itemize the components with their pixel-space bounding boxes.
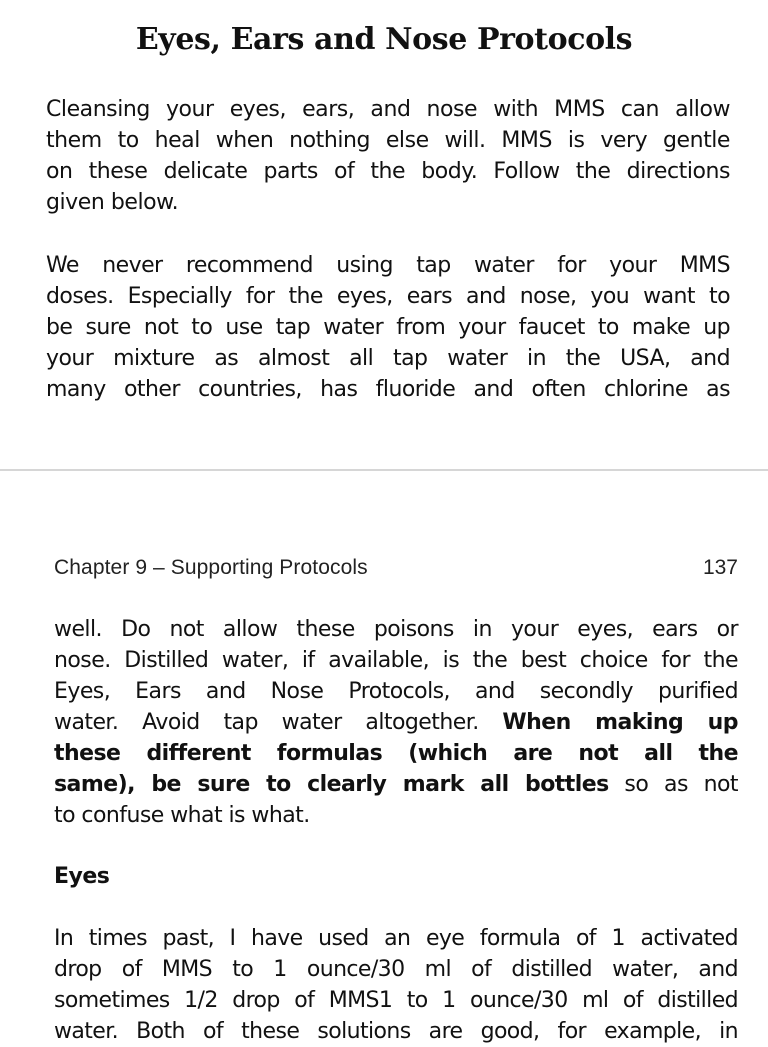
text-line (54, 707, 738, 738)
chapter-label: Chapter 9 – Supporting Protocols (54, 556, 368, 579)
text-line: We never recommend using tap water for your MMS (46, 253, 730, 278)
bold-text: When making up (502, 710, 738, 735)
text-line (54, 769, 738, 800)
page-title: Eyes, Ears and Nose Protocols (135, 22, 633, 57)
text-line: doses. Especially for the eyes, ears and nose, you want to (46, 284, 730, 309)
page-number: 137 (702, 556, 738, 579)
bold-text: same), be sure to clearly mark all bottles (54, 772, 609, 797)
plain-text: so as not (608, 772, 739, 797)
previous-page (0, 0, 768, 469)
text-line: drop of MMS to 1 ounce/30 ml of distilled water, and (54, 957, 738, 982)
text-line: well. Do not allow these poisons in your eyes, ears or (54, 617, 738, 642)
continued-paragraph (54, 614, 738, 831)
section-heading-eyes: Eyes (54, 864, 110, 889)
running-header (54, 553, 738, 583)
text-line: nose. Distilled water, if available, is the best choice for the (54, 648, 738, 673)
current-page (0, 471, 768, 1044)
intro-paragraph (46, 94, 730, 218)
bold-text-line: these different formulas (which are not all the (54, 741, 738, 766)
tap-water-paragraph (46, 250, 730, 405)
text-line: to confuse what is what. (54, 803, 310, 828)
eyes-paragraph (54, 923, 738, 1047)
text-line: given below. (46, 190, 179, 215)
text-line: water. Both of these solutions are good, for example, in (54, 1019, 738, 1044)
text-line: on these delicate parts of the body. Follow the directions (46, 159, 730, 184)
text-line: be sure not to use tap water from your faucet to make up (46, 315, 730, 340)
text-line: Cleansing your eyes, ears, and nose with MMS can allow (46, 97, 730, 122)
text-line: sometimes 1/2 drop of MMS1 to 1 ounce/30 ml of distilled (54, 988, 738, 1013)
text-line: Eyes, Ears and Nose Protocols, and secondly purified (54, 679, 738, 704)
text-line: them to heal when nothing else will. MMS is very gentle (46, 128, 730, 153)
text-line: In times past, I have used an eye formula of 1 activated (54, 926, 738, 951)
plain-text: water. Avoid tap water altogether. (54, 710, 503, 735)
text-line: many other countries, has fluoride and often chlorine as (46, 377, 730, 402)
text-line: your mixture as almost all tap water in the USA, and (46, 346, 730, 371)
